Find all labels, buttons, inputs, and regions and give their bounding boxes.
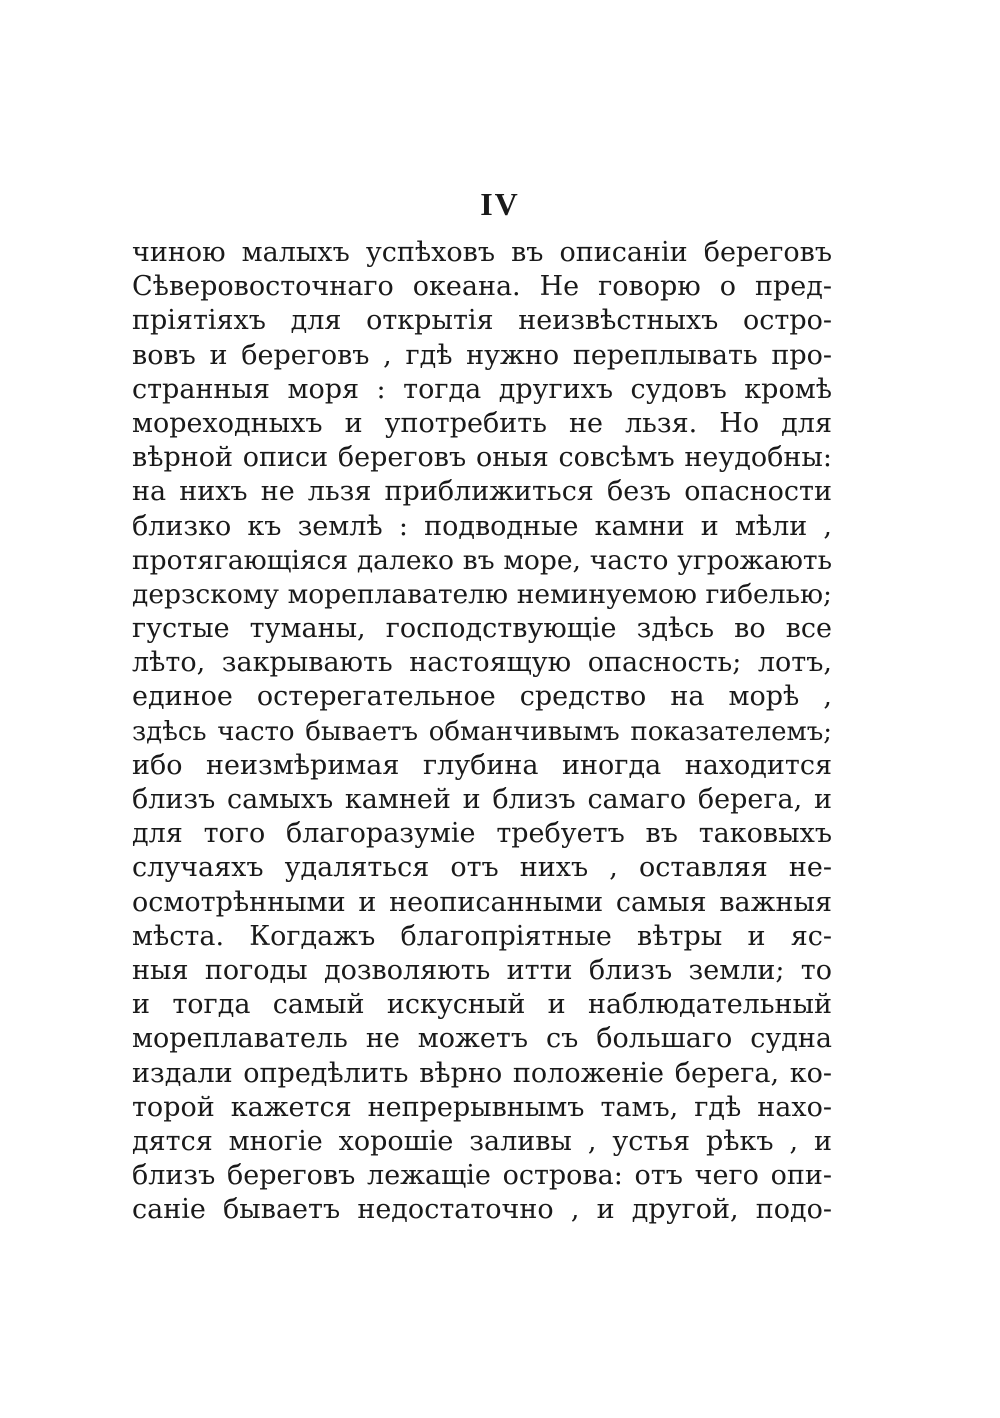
text-line: мореходныхъ и употребить не льзя. Но для — [132, 407, 832, 439]
text-line: дерзскому мореплавателю неминуемою гибелью; — [132, 578, 832, 610]
text-line: дятся многіе хорошіе заливы , устья рѣкъ , и — [132, 1125, 832, 1157]
text-line: близъ самыхъ камней и близъ самаго берега, и — [132, 784, 832, 815]
text-line: мореплаватель не можетъ съ большаго судна — [132, 1023, 832, 1055]
text-line: Сѣверовосточнаго океана. Не говорю о пред- — [132, 271, 832, 303]
text-line: странныя моря : тогда другихъ судовъ кромѣ — [132, 373, 832, 405]
text-line: торой кажется непрерывнымъ тамъ, гдѣ нахо- — [132, 1091, 832, 1123]
text-line: ибо неизмѣримая глубина иногда находится — [132, 749, 832, 781]
text-line: мѣста. Когдажъ благопріятные вѣтры и яс- — [132, 920, 832, 952]
text-line: случаяхъ удаляться отъ нихъ , оставляя не- — [132, 852, 832, 884]
text-line: вовъ и береговъ , гдѣ нужно переплывать про- — [132, 339, 832, 371]
text-line: близко къ землѣ : подводные камни и мѣли , — [132, 510, 832, 542]
text-line: лѣто, закрывають настоящую опасность; лотъ, — [132, 647, 832, 679]
text-line: протягающіяся далеко въ море, часто угрожають — [132, 544, 832, 576]
text-line: здѣсь часто бываетъ обманчивымъ показателемъ; — [132, 716, 832, 747]
text-line: близъ береговъ лежащіе острова: отъ чего опи- — [132, 1160, 832, 1192]
page-number: IV — [480, 186, 520, 222]
text-line: единое остерегательное средство на морѣ , — [132, 681, 832, 713]
text-line: на нихъ не льзя приближиться безъ опасности — [132, 476, 832, 508]
text-line: издали опредѣлить вѣрно положеніе берега, ко- — [132, 1057, 832, 1089]
text-line: для того благоразуміе требуетъ въ таковыхъ — [132, 818, 832, 850]
text-line: чиною малыхъ успѣховъ въ описаніи береговъ — [132, 237, 832, 268]
text-line: и тогда самый искусный и наблюдательный — [132, 989, 832, 1021]
body-text — [132, 236, 832, 1227]
text-line: густые туманы, господствующіе здѣсь во все — [132, 613, 832, 645]
text-line: пріятіяхъ для открытія неизвѣстныхъ остро- — [132, 305, 832, 337]
text-line: осмотрѣнными и неописанными самыя важныя — [132, 886, 832, 918]
text-line: ныя погоды дозволяють итти близъ земли; то — [132, 954, 832, 986]
text-line: вѣрной описи береговъ оныя совсѣмъ неудобны: — [132, 442, 832, 474]
text-line: саніе бываетъ недостаточно , и другой, подо- — [132, 1194, 832, 1226]
